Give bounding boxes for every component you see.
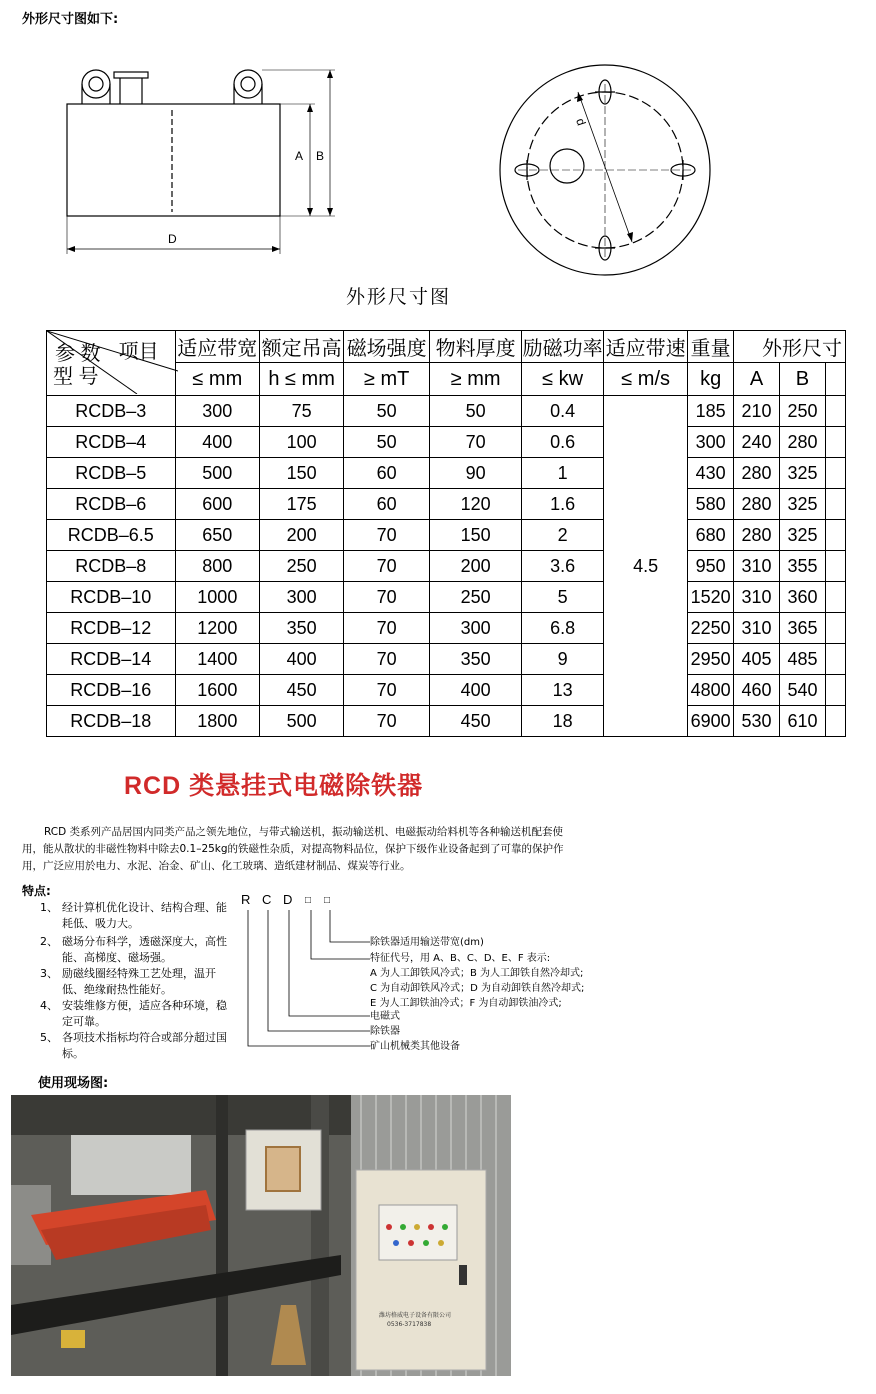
table-cell: 460 bbox=[734, 675, 780, 706]
table-cell: 70 bbox=[344, 706, 430, 737]
feature-item bbox=[40, 998, 230, 1030]
table-cell: 60 bbox=[344, 489, 430, 520]
feature-text: 磁场分布科学，透磁深度大，高性能、高梯度、磁场强。 bbox=[62, 935, 227, 964]
feature-num: 1、 bbox=[40, 901, 58, 914]
unit-belt-width: ≤ mm bbox=[175, 363, 259, 396]
unit-dim-A: A bbox=[734, 363, 780, 396]
feature-num: 3、 bbox=[40, 967, 58, 980]
label-A: A bbox=[295, 149, 304, 163]
table-cell: 300 bbox=[430, 613, 522, 644]
cell-model: RCDB–5 bbox=[47, 458, 176, 489]
code-letter-C: C bbox=[262, 892, 272, 907]
cell-model: RCDB–14 bbox=[47, 644, 176, 675]
table-cell: 325 bbox=[779, 458, 825, 489]
table-cell: 200 bbox=[260, 520, 344, 551]
code-label-electromagnetic: 电磁式 bbox=[370, 1011, 400, 1022]
table-cell-extra bbox=[825, 675, 845, 706]
table-cell-extra bbox=[825, 458, 845, 489]
table-cell: 1.6 bbox=[522, 489, 604, 520]
table-cell: 70 bbox=[344, 551, 430, 582]
feature-text: 经计算机优化设计、结构合理、能耗低、吸力大。 bbox=[62, 901, 227, 930]
table-cell: 185 bbox=[688, 396, 734, 427]
table-cell-extra bbox=[825, 613, 845, 644]
table-cell-extra bbox=[825, 396, 845, 427]
table-cell: 240 bbox=[734, 427, 780, 458]
table-cell: 250 bbox=[779, 396, 825, 427]
table-cell: 0.6 bbox=[522, 427, 604, 458]
diag-model: 型 号 bbox=[53, 366, 99, 388]
table-cell: 250 bbox=[260, 551, 344, 582]
unit-excitation-power: ≤ kw bbox=[522, 363, 604, 396]
table-cell-extra bbox=[825, 520, 845, 551]
intro-paragraph: RCD 类系列产品居国内同类产品之领先地位，与带式输送机，振动输送机、电磁振动给料机等各种输送机配套使用，能从散状的非磁性物料中除去0.1–25kg的铁磁性杂质，对提高物料品位，保护下级作业设备起到了可靠的保护作用，广泛应用於电力、水泥、冶金、矿山、化工玻璃、造纸建材制品、煤炭等行业。 bbox=[22, 826, 564, 872]
table-cell: 50 bbox=[430, 396, 522, 427]
cell-model: RCDB–8 bbox=[47, 551, 176, 582]
unit-dim-B: B bbox=[779, 363, 825, 396]
header-lift-height: 额定吊高 bbox=[260, 331, 344, 363]
table-row bbox=[47, 489, 846, 520]
table-cell-extra bbox=[825, 489, 845, 520]
feature-text: 各项技术指标均符合或部分超过国标。 bbox=[62, 1031, 227, 1060]
table-cell: 90 bbox=[430, 458, 522, 489]
table-cell: 1800 bbox=[175, 706, 259, 737]
table-cell: 400 bbox=[430, 675, 522, 706]
table-cell: 50 bbox=[344, 427, 430, 458]
table-row bbox=[47, 613, 846, 644]
table-cell: 13 bbox=[522, 675, 604, 706]
features-title: 特点: bbox=[22, 884, 51, 898]
table-cell: 100 bbox=[260, 427, 344, 458]
feature-text: 励磁线圈经特殊工艺处理，温开低、绝缘耐热性能好。 bbox=[62, 967, 216, 996]
table-cell: 450 bbox=[260, 675, 344, 706]
table-cell: 680 bbox=[688, 520, 734, 551]
table-row bbox=[47, 427, 846, 458]
cell-model: RCDB–16 bbox=[47, 675, 176, 706]
cell-model: RCDB–12 bbox=[47, 613, 176, 644]
table-cell: 400 bbox=[175, 427, 259, 458]
table-cell: 70 bbox=[344, 675, 430, 706]
table-cell: 4800 bbox=[688, 675, 734, 706]
panel-name: 潍坊格威电子设备有限公司 bbox=[379, 1312, 452, 1319]
table-cell: 350 bbox=[260, 613, 344, 644]
table-row bbox=[47, 551, 846, 582]
cell-model: RCDB–6.5 bbox=[47, 520, 176, 551]
table-cell: 200 bbox=[430, 551, 522, 582]
code-label-ab: A 为人工卸铁风冷式；B 为人工卸铁自然冷却式; bbox=[370, 968, 584, 979]
code-label-mining: 矿山机械类其他设备 bbox=[370, 1041, 460, 1052]
code-label-cd: C 为自动卸铁风冷式；D 为自动卸铁自然冷却式; bbox=[370, 983, 585, 994]
feature-num: 4、 bbox=[40, 999, 58, 1012]
table-cell: 9 bbox=[522, 644, 604, 675]
code-label-feature: 特征代号，用 A、B、C、D、E、F 表示: bbox=[370, 953, 551, 964]
table-cell: 50 bbox=[344, 396, 430, 427]
product-title: RCD 类悬挂式电磁除铁器 bbox=[124, 772, 424, 800]
table-cell: 2950 bbox=[688, 644, 734, 675]
table-cell-extra bbox=[825, 644, 845, 675]
table-row bbox=[47, 458, 846, 489]
table-cell: 950 bbox=[688, 551, 734, 582]
table-cell-extra bbox=[825, 551, 845, 582]
unit-dim-extra bbox=[825, 363, 845, 396]
code-box-2: □ bbox=[324, 895, 331, 906]
table-row bbox=[47, 706, 846, 737]
table-cell: 5 bbox=[522, 582, 604, 613]
table-cell: 300 bbox=[260, 582, 344, 613]
table-cell: 300 bbox=[175, 396, 259, 427]
table-cell: 280 bbox=[734, 458, 780, 489]
cell-model: RCDB–4 bbox=[47, 427, 176, 458]
cell-model: RCDB–6 bbox=[47, 489, 176, 520]
feature-text: 安装维修方便，适应各种环境，稳定可靠。 bbox=[62, 999, 227, 1028]
table-cell: 580 bbox=[688, 489, 734, 520]
table-cell-extra bbox=[825, 427, 845, 458]
table-cell: 70 bbox=[344, 520, 430, 551]
cell-belt-speed: 4.5 bbox=[604, 396, 688, 737]
label-D: D bbox=[168, 232, 177, 246]
label-B: B bbox=[316, 149, 325, 163]
feature-item bbox=[40, 934, 230, 966]
table-cell: 800 bbox=[175, 551, 259, 582]
cell-model: RCDB–3 bbox=[47, 396, 176, 427]
spec-table bbox=[46, 330, 846, 737]
table-cell: 430 bbox=[688, 458, 734, 489]
diag-items: 项目 bbox=[118, 341, 159, 363]
figure-caption: 外形尺寸图 bbox=[346, 286, 452, 308]
table-cell: 70 bbox=[344, 644, 430, 675]
table-cell: 540 bbox=[779, 675, 825, 706]
header-dimensions: 外形尺寸 bbox=[734, 331, 846, 363]
table-cell: 150 bbox=[260, 458, 344, 489]
side-view-drawing bbox=[50, 62, 350, 262]
spec-table-body bbox=[47, 396, 846, 737]
table-row bbox=[47, 396, 846, 427]
table-cell: 355 bbox=[779, 551, 825, 582]
table-cell-extra bbox=[825, 582, 845, 613]
panel-phone: 0536-3717838 bbox=[387, 1321, 432, 1328]
table-cell: 325 bbox=[779, 520, 825, 551]
cell-model: RCDB–10 bbox=[47, 582, 176, 613]
table-cell: 1200 bbox=[175, 613, 259, 644]
table-cell: 3.6 bbox=[522, 551, 604, 582]
table-cell: 70 bbox=[430, 427, 522, 458]
unit-material-thickness: ≥ mm bbox=[430, 363, 522, 396]
table-cell: 210 bbox=[734, 396, 780, 427]
table-cell: 1520 bbox=[688, 582, 734, 613]
table-cell: 60 bbox=[344, 458, 430, 489]
diagonal-header-cell bbox=[47, 331, 176, 396]
table-cell: 1000 bbox=[175, 582, 259, 613]
table-cell: 500 bbox=[260, 706, 344, 737]
table-cell: 0.4 bbox=[522, 396, 604, 427]
table-cell: 360 bbox=[779, 582, 825, 613]
table-cell: 450 bbox=[430, 706, 522, 737]
feature-item bbox=[40, 900, 230, 932]
table-cell: 310 bbox=[734, 551, 780, 582]
unit-belt-speed: ≤ m/s bbox=[604, 363, 688, 396]
table-row bbox=[47, 644, 846, 675]
table-cell: 175 bbox=[260, 489, 344, 520]
table-cell: 365 bbox=[779, 613, 825, 644]
feature-item bbox=[40, 1030, 230, 1062]
unit-lift-height: h ≤ mm bbox=[260, 363, 344, 396]
table-cell: 70 bbox=[344, 582, 430, 613]
code-label-belt: 除铁器适用输送带宽(dm) bbox=[370, 937, 484, 948]
code-letter-D: D bbox=[283, 892, 293, 907]
table-cell: 650 bbox=[175, 520, 259, 551]
table-cell-extra bbox=[825, 706, 845, 737]
header-belt-speed: 适应带速 bbox=[604, 331, 688, 363]
table-cell: 6900 bbox=[688, 706, 734, 737]
spec-table-clip bbox=[0, 330, 846, 750]
table-row bbox=[47, 582, 846, 613]
code-label-remover: 除铁器 bbox=[370, 1026, 400, 1037]
header-weight: 重量 bbox=[688, 331, 734, 363]
diag-params: 参 数 bbox=[55, 343, 101, 365]
table-cell: 485 bbox=[779, 644, 825, 675]
table-cell: 405 bbox=[734, 644, 780, 675]
table-cell: 350 bbox=[430, 644, 522, 675]
table-cell: 310 bbox=[734, 582, 780, 613]
header-field-strength: 磁场强度 bbox=[344, 331, 430, 363]
table-cell: 18 bbox=[522, 706, 604, 737]
table-row bbox=[47, 675, 846, 706]
table-cell: 310 bbox=[734, 613, 780, 644]
table-cell: 1600 bbox=[175, 675, 259, 706]
cell-model: RCDB–18 bbox=[47, 706, 176, 737]
table-row bbox=[47, 520, 846, 551]
table-cell: 610 bbox=[779, 706, 825, 737]
table-cell: 280 bbox=[734, 520, 780, 551]
table-cell: 2250 bbox=[688, 613, 734, 644]
table-cell: 1400 bbox=[175, 644, 259, 675]
table-cell: 75 bbox=[260, 396, 344, 427]
dimension-heading: 外形尺寸图如下: bbox=[22, 12, 119, 27]
table-cell: 280 bbox=[779, 427, 825, 458]
feature-item bbox=[40, 966, 230, 998]
table-cell: 500 bbox=[175, 458, 259, 489]
table-cell: 300 bbox=[688, 427, 734, 458]
code-box-1: □ bbox=[305, 895, 312, 906]
table-cell: 400 bbox=[260, 644, 344, 675]
table-cell: 530 bbox=[734, 706, 780, 737]
site-photo bbox=[11, 1095, 511, 1376]
header-excitation-power: 励磁功率 bbox=[522, 331, 604, 363]
table-cell: 325 bbox=[779, 489, 825, 520]
table-cell: 2 bbox=[522, 520, 604, 551]
unit-field-strength: ≥ mT bbox=[344, 363, 430, 396]
header-belt-width: 适应带宽 bbox=[175, 331, 259, 363]
header-material-thickness: 物料厚度 bbox=[430, 331, 522, 363]
top-view-drawing bbox=[490, 62, 720, 287]
unit-weight: kg bbox=[688, 363, 734, 396]
table-cell: 1 bbox=[522, 458, 604, 489]
table-cell: 150 bbox=[430, 520, 522, 551]
table-cell: 70 bbox=[344, 613, 430, 644]
feature-num: 5、 bbox=[40, 1031, 58, 1044]
table-cell: 250 bbox=[430, 582, 522, 613]
code-letter-R: R bbox=[241, 892, 251, 907]
label-d: d bbox=[573, 116, 589, 128]
table-cell: 600 bbox=[175, 489, 259, 520]
table-cell: 280 bbox=[734, 489, 780, 520]
site-heading: 使用现场图: bbox=[38, 1076, 109, 1091]
feature-num: 2、 bbox=[40, 935, 58, 948]
table-cell: 120 bbox=[430, 489, 522, 520]
code-label-ef: E 为人工卸铁油冷式；F 为自动卸铁油冷式; bbox=[370, 998, 562, 1009]
table-cell: 6.8 bbox=[522, 613, 604, 644]
